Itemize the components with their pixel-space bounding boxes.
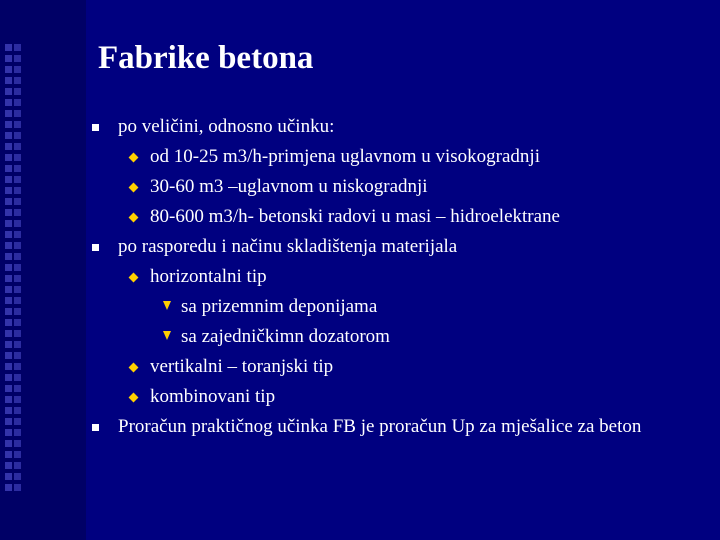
list-item: po rasporedu i načinu skladištenja materijala	[118, 236, 458, 257]
diamond-bullet-icon	[129, 153, 139, 163]
diamond-bullet-icon	[129, 213, 139, 223]
square-bullet-icon	[92, 244, 99, 251]
list-item: sa zajedničkimn dozatorom	[181, 326, 390, 347]
list-item: od 10-25 m3/h-primjena uglavnom u visokogradnji	[150, 146, 540, 167]
decorative-side-bar	[0, 0, 86, 540]
list-item: 80-600 m3/h- betonski radovi u masi – hidroelektrane	[150, 206, 560, 227]
slide-title: Fabrike betona	[98, 40, 314, 76]
arrow-bullet-icon	[163, 301, 171, 310]
square-bullet-icon	[92, 424, 99, 431]
arrow-bullet-icon	[163, 331, 171, 340]
list-item: horizontalni tip	[150, 266, 267, 287]
diamond-bullet-icon	[129, 393, 139, 403]
diamond-bullet-icon	[129, 363, 139, 373]
list-item: kombinovani tip	[150, 386, 276, 407]
diamond-bullet-icon	[129, 273, 139, 283]
square-bullet-icon	[92, 124, 99, 131]
list-item: vertikalni – toranjski tip	[150, 356, 334, 377]
diamond-bullet-icon	[129, 183, 139, 193]
list-item: po veličini, odnosno učinku:	[118, 116, 335, 137]
list-item: sa prizemnim deponijama	[181, 296, 378, 317]
list-item: 30-60 m3 –uglavnom u niskogradnji	[150, 176, 428, 197]
decorative-squares-column	[14, 44, 21, 494]
list-item: Proračun praktičnog učinka FB je proračun Up za mješalice za beton	[118, 416, 642, 437]
decorative-squares-column	[5, 44, 12, 494]
